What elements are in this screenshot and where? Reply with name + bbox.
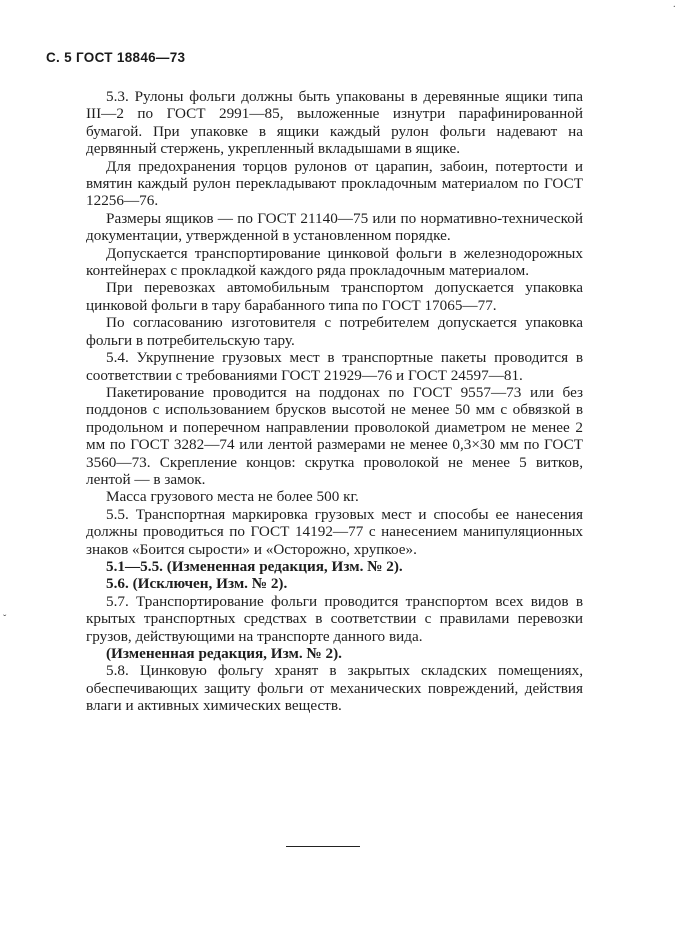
paragraph-5-3: 5.3. Рулоны фольги должны быть упакованы в деревянные ящики типа III—2 по ГОСТ 2991—85, выложенные изнутри парафинированной бумагой. При упаковке в ящики каждый рулон фольги надевают на дервянный стержень, укрепленный вкладышами в ящике.: [86, 88, 583, 158]
end-separator-line: [286, 846, 360, 847]
paragraph-consumer-packaging: По согласованию изготовителя с потребителем допускается упаковка фольги в потребительскую тару.: [86, 314, 583, 349]
paragraph-5-5: 5.5. Транспортная маркировка грузовых мест и способы ее нанесения должны проводиться по ГОСТ 14192—77 с нанесением манипуляционных знаков «Боится сырости» и «Осторожно, хрупкое».: [86, 505, 583, 558]
paragraph-cargo-mass: Масса грузового места не более 500 кг.: [106, 488, 359, 506]
paragraph-5-8: 5.8. Цинковую фольгу хранят в закрытых складских помещениях, обеспечивающих защиту фольги от механических повреждений, действия влаги и активных химических веществ.: [86, 662, 583, 715]
paragraph-edge-protection: Для предохранения торцов рулонов от царапин, забоин, потертости и вмятин каждый рулон перекладывают прокладочным материалом по ГОСТ 12256—76.: [86, 157, 583, 210]
amendment-note-5-7: (Измененная редакция, Изм. № 2).: [106, 645, 342, 662]
paragraph-rail-containers: Допускается транспортирование цинковой фольги в железнодорожных контейнерах с прокладкой каждого ряда прокладочным материалом.: [86, 244, 583, 280]
document-body: [86, 88, 583, 715]
page-header: С. 5 ГОСТ 18846—73: [46, 50, 186, 65]
paragraph-5-7: 5.7. Транспортирование фольги проводится транспортом всех видов в крытых транспортных средствах в соответствии с правилами перевозки грузов, действующими на транспорте данного вида.: [86, 592, 583, 645]
paragraph-5-4: 5.4. Укрупнение грузовых мест в транспортные пакеты проводится в соответствии с требованиями ГОСТ 21929—76 и ГОСТ 24597—81.: [86, 349, 583, 384]
paragraph-5-6: 5.6. (Исключен, Изм. № 2).: [106, 575, 288, 593]
amendment-note-5-1-5-5: 5.1—5.5. (Измененная редакция, Изм. № 2).: [106, 557, 403, 575]
paragraph-box-sizes: Размеры ящиков — по ГОСТ 21140—75 или по нормативно-технической документации, утвержденной в установленном порядке.: [86, 209, 583, 245]
paragraph-palletizing: Пакетирование проводится на поддонах по ГОСТ 9557—73 или без поддонов с использованием брусков высотой не менее 50 мм с обвязкой в продольном и поперечном направлении проволокой диаметром не менее 2 мм по ГОСТ 3282—74 или лентой размерами не менее 0,3×30 мм по ГОСТ 3560—73. Скрепление концов: скрутка проволокой не менее 5 витков, лентой — в замок.: [86, 383, 583, 488]
margin-speck: ˇ: [3, 614, 7, 625]
paragraph-road-transport: При перевозках автомобильным транспортом допускается упаковка цинковой фольги в тару барабанного типа по ГОСТ 17065—77.: [86, 279, 583, 314]
scan-speck: ·: [672, 2, 676, 13]
